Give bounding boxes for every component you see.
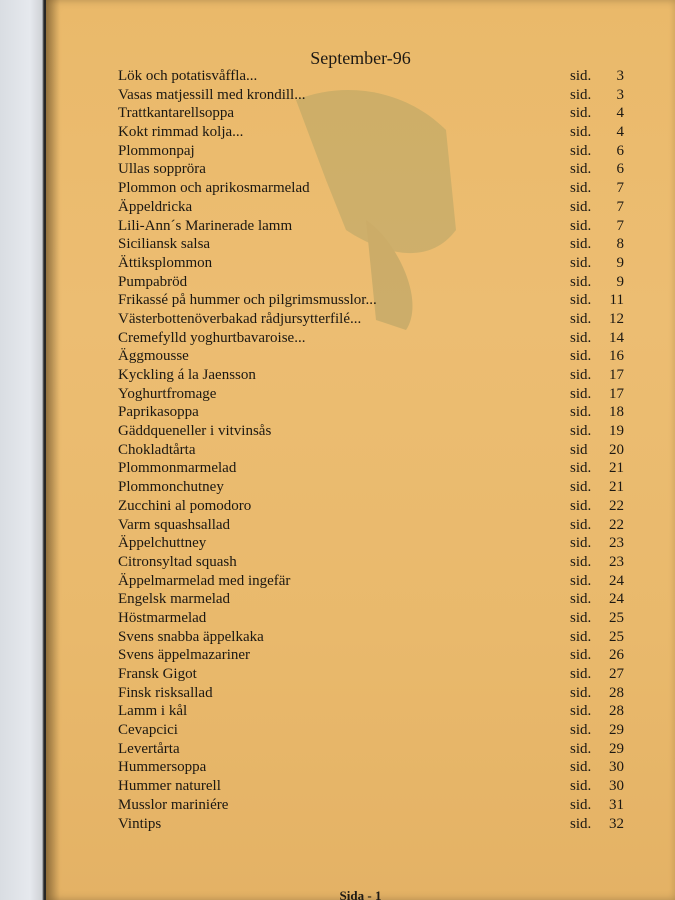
- toc-entry: [118, 403, 638, 422]
- recipe-title: Äggmousse: [118, 348, 189, 365]
- sid-label: sid.: [570, 310, 592, 327]
- toc-entry: [118, 478, 638, 497]
- page-number: 27: [609, 666, 624, 682]
- recipe-title: Kyckling á la Jaensson: [118, 367, 256, 383]
- toc-entry: [118, 422, 638, 441]
- page-number: 7: [616, 198, 624, 215]
- sid-label: sid.: [570, 198, 592, 215]
- sid-label: sid.: [570, 722, 592, 739]
- recipe-title: Hummer naturell: [118, 778, 221, 795]
- toc-entry: [118, 142, 638, 161]
- page-number: 21: [609, 479, 624, 496]
- toc-entry: [118, 198, 638, 217]
- page-number: 28: [609, 703, 624, 720]
- toc-entry: [118, 758, 638, 777]
- toc-entry: [118, 721, 638, 740]
- recipe-title: Cevapcici: [118, 722, 178, 739]
- toc-entry: [118, 254, 638, 273]
- toc-entry: [118, 740, 638, 759]
- recipe-title: Lamm i kål: [118, 703, 188, 720]
- toc-entry: [118, 665, 638, 684]
- toc-entry: [118, 160, 638, 179]
- page-number: 7: [616, 217, 624, 234]
- toc-entry: [118, 646, 638, 665]
- page-number: 32: [609, 815, 624, 832]
- page-number: 23: [609, 553, 624, 570]
- page-number: 30: [609, 759, 624, 776]
- page-number: 18: [609, 404, 624, 421]
- toc-entry: [118, 179, 638, 198]
- page-number: 4: [616, 124, 624, 141]
- recipe-title: Kokt rimmad kolja...: [118, 124, 244, 141]
- sid-label: sid.: [570, 348, 592, 365]
- sid-label: sid.: [570, 703, 592, 720]
- toc-entry: [118, 572, 638, 591]
- page-number: 11: [609, 292, 624, 309]
- sid-label: sid.: [570, 161, 592, 178]
- page-number: 6: [616, 161, 624, 178]
- toc-entry: [118, 684, 638, 703]
- page-number: 25: [609, 609, 624, 626]
- recipe-title: Plommon och aprikosmarmelad: [118, 180, 310, 197]
- recipe-title: Gäddqueneller i vitvinsås: [118, 423, 272, 440]
- page-number: 7: [616, 180, 624, 197]
- toc-entry: [118, 441, 638, 460]
- sid-label: sid.: [570, 180, 592, 197]
- page-number: 24: [609, 591, 624, 608]
- page-number: 14: [609, 329, 624, 346]
- toc-entry: [118, 310, 638, 329]
- page-number: 29: [609, 722, 624, 739]
- sid-label: sid.: [570, 497, 592, 514]
- sid-label: sid.: [570, 647, 592, 664]
- recipe-title: Citronsyltad squash: [118, 553, 237, 570]
- page-number: 30: [609, 778, 624, 795]
- recipe-title: Siciliansk salsa: [118, 236, 211, 253]
- sid-label: sid.: [570, 479, 592, 496]
- page-number: 3: [616, 86, 624, 103]
- sid-label: sid.: [570, 684, 592, 701]
- page-number: 29: [609, 740, 624, 757]
- sid-label: sid.: [570, 591, 592, 608]
- page-number: 17: [609, 367, 624, 383]
- sid-label: sid.: [570, 385, 592, 402]
- recipe-title: Hummersoppa: [118, 759, 207, 776]
- toc-entry: [118, 702, 638, 721]
- recipe-title: Västerbottenöverbakad rådjursytterfilé...: [118, 310, 362, 327]
- toc-entry: [118, 796, 638, 815]
- page-number: 4: [616, 105, 624, 122]
- recipe-title: Lili-Ann´s Marinerade lamm: [118, 217, 293, 234]
- recipe-title: Plommonpaj: [118, 142, 195, 159]
- toc-entry: [118, 815, 638, 834]
- toc-entry: [118, 235, 638, 254]
- table-of-contents: [118, 67, 638, 833]
- sid-label: sid: [570, 441, 588, 458]
- page-number: 12: [609, 310, 624, 327]
- sid-label: sid.: [570, 68, 592, 84]
- toc-entry: [118, 516, 638, 535]
- toc-entry: [118, 459, 638, 478]
- page-number: 20: [609, 441, 624, 458]
- sid-label: sid.: [570, 460, 592, 477]
- recipe-title: Paprikasoppa: [118, 404, 199, 421]
- toc-entry: [118, 553, 638, 572]
- recipe-title: Äppelchuttney: [118, 535, 207, 552]
- toc-entry: [118, 104, 638, 123]
- recipe-title: Plommonchutney: [118, 479, 224, 496]
- sid-label: sid.: [570, 236, 592, 253]
- recipe-title: Finsk risksallad: [118, 684, 213, 701]
- toc-entry: [118, 347, 638, 366]
- recipe-title: Frikassé på hummer och pilgrimsmusslor...: [118, 292, 377, 309]
- recipe-title: Yoghurtfromage: [118, 385, 217, 402]
- toc-entry: [118, 609, 638, 628]
- binding-shadow: [46, 0, 60, 900]
- sid-label: sid.: [570, 329, 592, 346]
- toc-entry: [118, 329, 638, 348]
- recipe-title: Engelsk marmelad: [118, 591, 231, 608]
- page-number: 6: [616, 142, 624, 159]
- recipe-title: Vintips: [118, 815, 162, 832]
- sid-label: sid.: [570, 404, 592, 421]
- page-number: 22: [609, 516, 624, 533]
- page-number: 23: [609, 535, 624, 552]
- page-number: 22: [609, 497, 624, 514]
- sid-label: sid.: [570, 292, 592, 309]
- sid-label: sid.: [570, 423, 592, 440]
- page-title: September-96: [310, 48, 411, 68]
- document-page: [46, 0, 675, 900]
- recipe-title: Ullas soppröra: [118, 161, 206, 178]
- sid-label: sid.: [570, 796, 592, 813]
- sid-label: sid.: [570, 815, 592, 832]
- sid-label: sid.: [570, 778, 592, 795]
- recipe-title: Chokladtårta: [118, 441, 196, 458]
- recipe-title: Vasas matjessill med krondill...: [118, 86, 306, 103]
- page-number: 9: [616, 254, 624, 271]
- sid-label: sid.: [570, 553, 592, 570]
- toc-entry: [118, 628, 638, 647]
- sid-label: sid.: [570, 572, 592, 589]
- recipe-title: Trattkantarellsoppa: [118, 105, 235, 122]
- sid-label: sid.: [570, 124, 592, 141]
- recipe-title: Cremefylld yoghurtbavaroise...: [118, 329, 306, 346]
- recipe-title: Varm squashsallad: [118, 516, 231, 533]
- page-number: 21: [609, 460, 624, 477]
- sid-label: sid.: [570, 759, 592, 776]
- recipe-title: Pumpabröd: [118, 273, 188, 290]
- toc-entry: [118, 291, 638, 310]
- sid-label: sid.: [570, 609, 592, 626]
- toc-entry: [118, 123, 638, 142]
- page-number: 25: [609, 628, 624, 645]
- page-number: 24: [609, 572, 624, 589]
- sid-label: sid.: [570, 367, 592, 383]
- recipe-title: Höstmarmelad: [118, 609, 207, 626]
- page-number: 28: [609, 684, 624, 701]
- recipe-title: Zucchini al pomodoro: [118, 497, 252, 514]
- page-number: 19: [609, 423, 624, 440]
- recipe-title: Lök och potatisvåffla...: [118, 68, 258, 84]
- toc-entry: [118, 86, 638, 105]
- page-number: 3: [616, 68, 624, 84]
- recipe-title: Plommonmarmelad: [118, 460, 237, 477]
- recipe-title: Levertårta: [118, 740, 180, 757]
- toc-entry: [118, 273, 638, 292]
- page-number: 26: [609, 647, 624, 664]
- toc-entry: [118, 366, 638, 385]
- toc-entry: [118, 777, 638, 796]
- page-number: 16: [609, 348, 624, 365]
- sid-label: sid.: [570, 628, 592, 645]
- toc-entry: [118, 217, 638, 236]
- recipe-title: Fransk Gigot: [118, 666, 197, 682]
- recipe-title: Äppelmarmelad med ingefär: [118, 572, 291, 589]
- page-number: 17: [609, 385, 624, 402]
- sid-label: sid.: [570, 105, 592, 122]
- toc-entry: [118, 497, 638, 516]
- page-number: 31: [609, 796, 624, 813]
- sid-label: sid.: [570, 666, 592, 682]
- sid-label: sid.: [570, 516, 592, 533]
- toc-entry: [118, 590, 638, 609]
- sid-label: sid.: [570, 254, 592, 271]
- page-number: 8: [616, 236, 624, 253]
- sid-label: sid.: [570, 86, 592, 103]
- recipe-title: Musslor mariniére: [118, 796, 229, 813]
- page-number: 9: [616, 273, 624, 290]
- recipe-title: Svens snabba äppelkaka: [118, 628, 264, 645]
- sid-label: sid.: [570, 217, 592, 234]
- sid-label: sid.: [570, 142, 592, 159]
- sid-label: sid.: [570, 535, 592, 552]
- recipe-title: Svens äppelmazariner: [118, 647, 251, 664]
- page-footer: Sida - 1: [339, 888, 382, 900]
- sid-label: sid.: [570, 740, 592, 757]
- recipe-title: Ättiksplommon: [118, 254, 213, 271]
- recipe-title: Äppeldricka: [118, 198, 193, 215]
- toc-entry: [118, 67, 638, 86]
- sid-label: sid.: [570, 273, 592, 290]
- toc-entry: [118, 385, 638, 404]
- toc-entry: [118, 534, 638, 553]
